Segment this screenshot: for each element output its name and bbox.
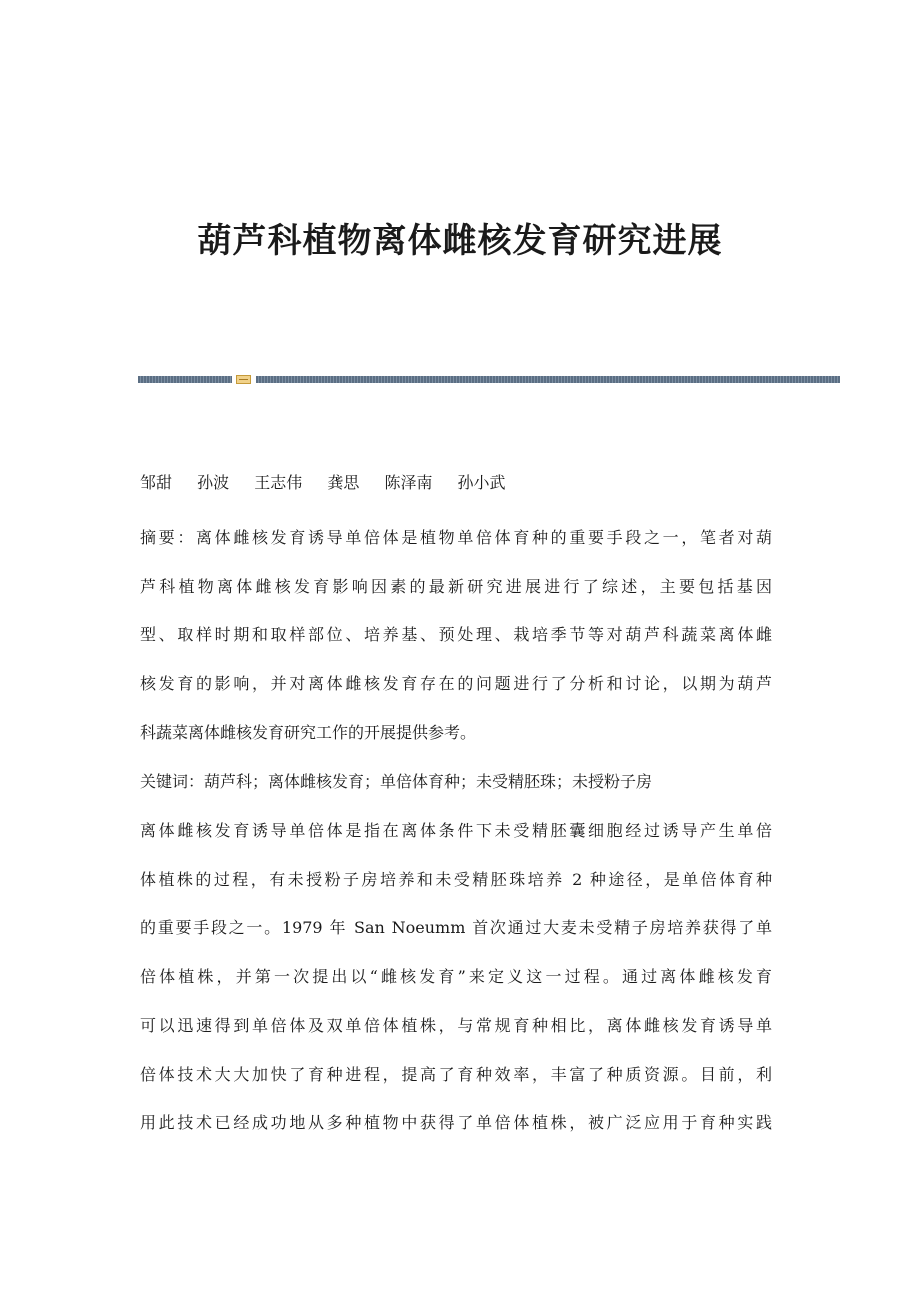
divider-bar-right bbox=[256, 376, 840, 383]
abstract-line: 核发育的影响，并对离体雌核发育存在的问题进行了分析和讨论，以期为葫芦 bbox=[140, 674, 772, 694]
divider-ornament-icon bbox=[236, 375, 251, 384]
abstract-line: 芦科植物离体雌核发育影响因素的最新研究进展进行了综述，主要包括基因 bbox=[140, 576, 772, 596]
author-name: 孙波 bbox=[197, 473, 230, 492]
author-name: 陈泽南 bbox=[384, 473, 433, 492]
abstract-line: 摘要：离体雌核发育诱导单倍体是植物单倍体育种的重要手段之一，笔者对葫 bbox=[140, 528, 772, 547]
author-name: 孙小武 bbox=[457, 473, 506, 492]
divider-bar-left bbox=[138, 376, 232, 383]
title-divider bbox=[138, 375, 840, 383]
body-line: 的重要手段之一。1979 年 San Noeumm 首次通过大麦未受精子房培养获得了单 bbox=[140, 918, 772, 938]
keywords-paragraph bbox=[140, 758, 772, 807]
body-line: 离体雌核发育诱导单倍体是指在离体条件下未受精胚囊细胞经过诱导产生单倍 bbox=[140, 821, 772, 840]
author-name: 邹甜 bbox=[140, 473, 173, 492]
body-line: 用此技术已经成功地从多种植物中获得了单倍体植株，被广泛应用于育种实践 bbox=[140, 1113, 772, 1133]
keywords-line: 关键词：葫芦科；离体雌核发育；单倍体育种；未受精胚珠；未授粉子房 bbox=[140, 772, 653, 791]
abstract-line: 科蔬菜离体雌核发育研究工作的开展提供参考。 bbox=[140, 722, 477, 742]
author-name: 王志伟 bbox=[254, 473, 303, 492]
author-name: 龚思 bbox=[327, 473, 360, 492]
body-paragraph bbox=[140, 807, 772, 1148]
page-title: 葫芦科植物离体雌核发育研究进展 bbox=[197, 221, 723, 261]
body-line: 体植株的过程，有未授粉子房培养和未受精胚珠培养 2 种途径，是单倍体育种 bbox=[140, 869, 772, 889]
body-line: 倍体技术大大加快了育种进程，提高了育种效率，丰富了种质资源。目前，利 bbox=[140, 1064, 772, 1084]
author-list bbox=[140, 470, 526, 496]
abstract-line: 型、取样时期和取样部位、培养基、预处理、栽培季节等对葫芦科蔬菜离体雌 bbox=[140, 625, 772, 645]
body-line: 倍体植株，并第一次提出以“雌核发育”来定义这一过程。通过离体雌核发育 bbox=[140, 967, 772, 987]
body-line: 可以迅速得到单倍体及双单倍体植株，与常规育种相比，离体雌核发育诱导单 bbox=[140, 1015, 772, 1035]
abstract-paragraph bbox=[140, 514, 772, 758]
